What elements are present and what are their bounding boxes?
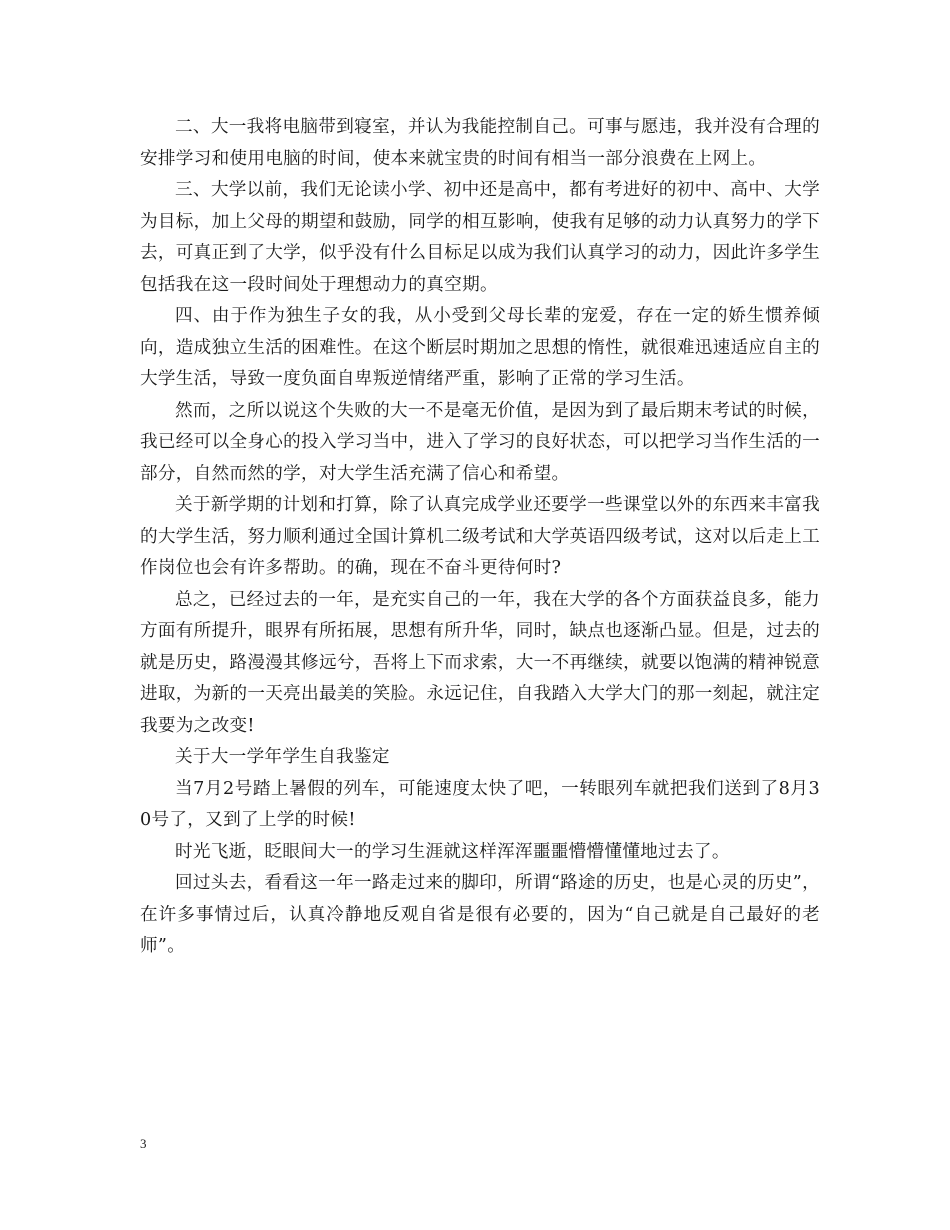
paragraph-8: 时光飞逝，眨眼间大一的学习生涯就这样浑浑噩噩懵懵懂懂地过去了。 xyxy=(175,841,730,862)
document-body xyxy=(140,112,820,963)
paragraph-7: 当7月2号踏上暑假的列车，可能速度太快了吧，一转眼列车就把我们送到了8月30号了，又到了上学的时候! xyxy=(140,778,820,830)
paragraph-3: 四、由于作为独生子女的我，从小受到父母长辈的宠爱，存在一定的娇生惯养倾向，造成独立生活的困难性。在这个断层时期加之思想的惰性，就很难迅速适应自主的大学生活，导致一度负面自卑叛逆情绪严重，影响了正常的学习生活。 xyxy=(140,306,820,389)
paragraph-6: 总之，已经过去的一年，是充实自己的一年，我在大学的各个方面获益良多，能力方面有所提升，眼界有所拓展，思想有所升华，同时，缺点也逐渐凸显。但是，过去的就是历史，路漫漫其修远兮，吾将上下而求索，大一不再继续，就要以饱满的精神锐意进取，为新的一天亮出最美的笑脸。永远记住，自我踏入大学大门的那一刻起，就注定我要为之改变! xyxy=(140,589,820,736)
paragraph-5: 关于新学期的计划和打算，除了认真完成学业还要学一些课堂以外的东西来丰富我的大学生活，努力顺利通过全国计算机二级考试和大学英语四级考试，这对以后走上工作岗位也会有许多帮助。的确，现在不奋斗更待何时? xyxy=(140,495,820,578)
paragraph-9: 回过头去，看看这一年一路走过来的脚印，所谓“路途的历史，也是心灵的历史”，在许多事情过后，认真冷静地反观自省是很有必要的，因为“自己就是自己最好的老师”。 xyxy=(140,873,820,956)
paragraph-2: 三、大学以前，我们无论读小学、初中还是高中，都有考进好的初中、高中、大学为目标，加上父母的期望和鼓励，同学的相互影响，使我有足够的动力认真努力的学下去，可真正到了大学，似乎没有什么目标足以成为我们认真学习的动力，因此许多学生包括我在这一段时间处于理想动力的真空期。 xyxy=(140,180,820,295)
paragraph-4: 然而，之所以说这个失败的大一不是毫无价值，是因为到了最后期末考试的时候，我已经可以全身心的投入学习当中，进入了学习的良好状态，可以把学习当作生活的一部分，自然而然的学，对大学生活充满了信心和希望。 xyxy=(140,400,820,484)
paragraph-1: 二、大一我将电脑带到寝室，并认为我能控制自己。可事与愿违，我并没有合理的安排学习和使用电脑的时间，使本来就宝贵的时间有相当一部分浪费在上网上。 xyxy=(140,117,820,169)
page-number: 3 xyxy=(140,1136,147,1151)
section-heading: 关于大一学年学生自我鉴定 xyxy=(175,747,390,767)
